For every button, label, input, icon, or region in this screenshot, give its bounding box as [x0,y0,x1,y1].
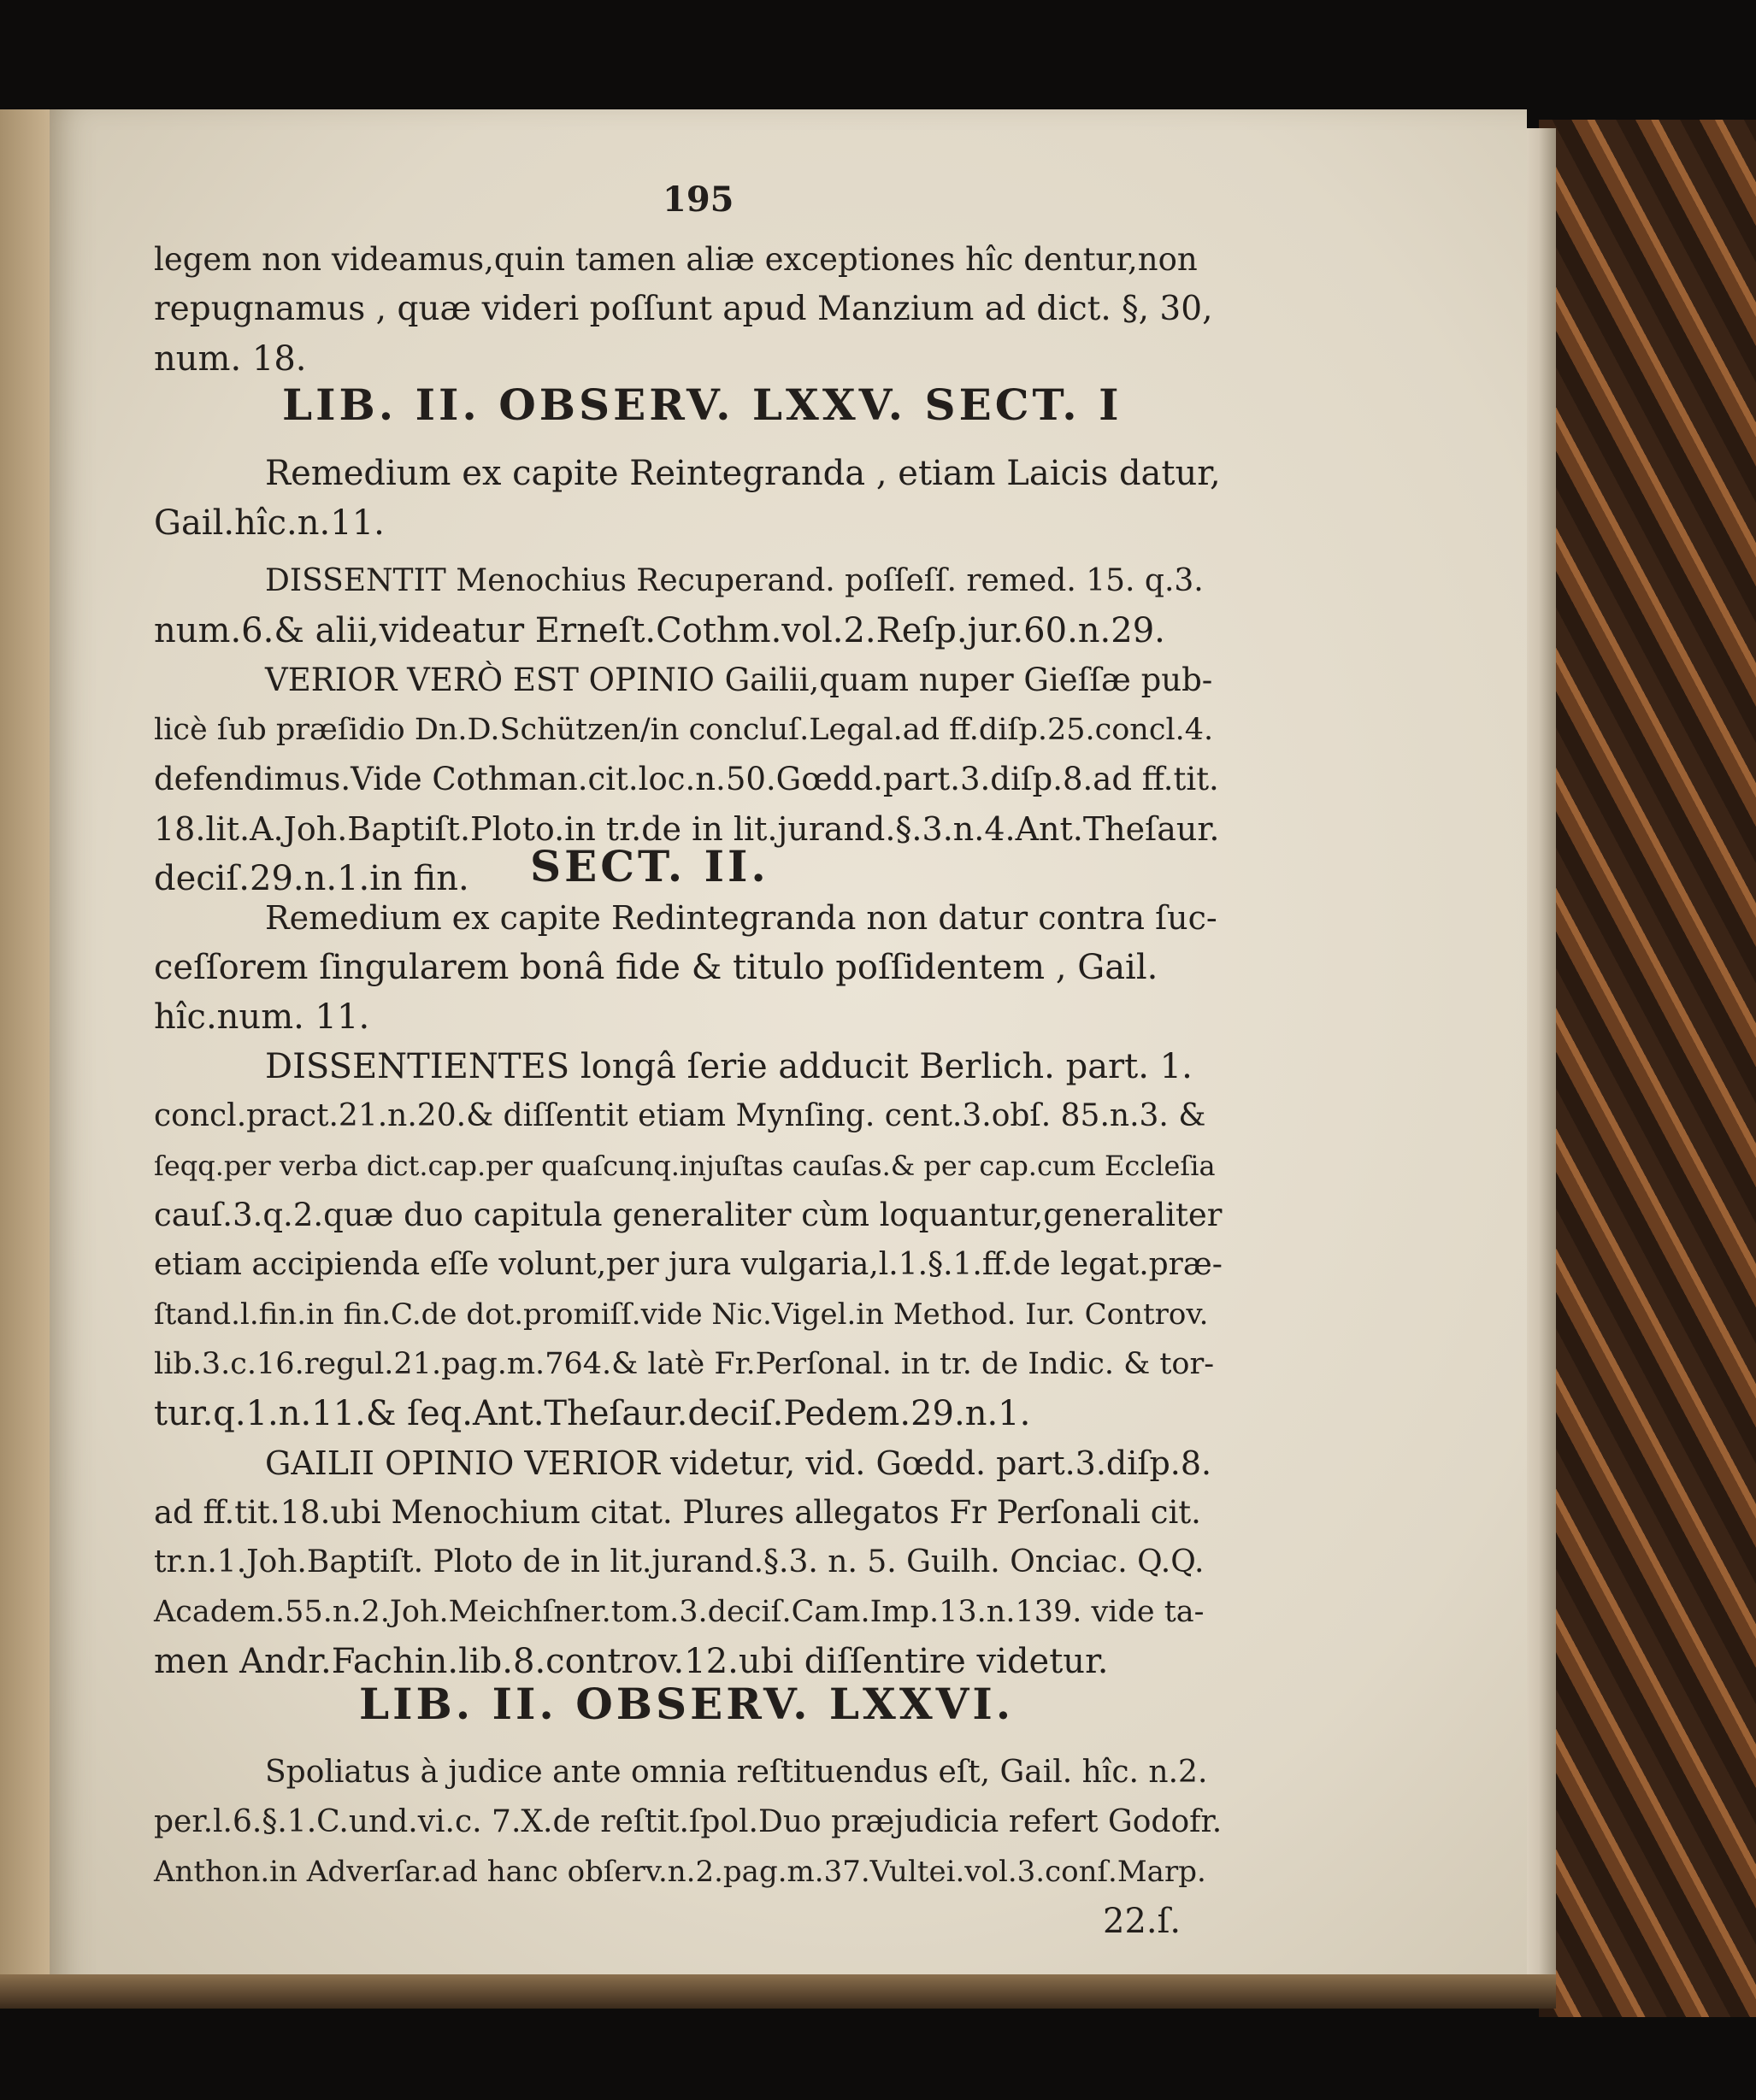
text-line: Gail.hîc.n.11. [154,503,385,543]
heading-section-2: SECT. II. [530,841,769,891]
text-line: ad ff.tit.18.ubi Menochium citat. Plures allegatos Fr Perſonali cit. [154,1494,1201,1531]
text-line: DISSENTIT Menochius Recuperand. poſſeſſ. remed. 15. q.3. [265,563,1204,598]
page-number: 195 [663,179,734,220]
text-line: ſtand.l.fin.in fin.C.de dot.promiſſ.vide Nic.Vigel.in Method. Iur. Controv. [154,1297,1209,1332]
text-line: etiam accipienda eſſe volunt,per jura vulgaria,l.1.§.1.ff.de legat.præ- [154,1247,1223,1282]
heading-observation-75: LIB. II. OBSERV. LXXV. SECT. I [282,379,1123,430]
text-line: hîc.num. 11. [154,997,370,1037]
text-line: cauſ.3.q.2.quæ duo capitula generaliter cùm loquantur,generaliter [154,1197,1223,1233]
text-line: num.6.& alii,videatur Erneſt.Cothm.vol.2.Reſp.jur.60.n.29. [154,611,1165,650]
text-line: ceſſorem ſingularem bonâ fide & titulo poſſidentem , Gail. [154,948,1158,987]
text-line: GAILII OPINIO VERIOR videtur, vid. Gœdd. part.3.diſp.8. [265,1444,1212,1482]
text-line: Remedium ex capite Reintegranda , etiam Laicis datur, [265,454,1221,493]
text-line: men Andr.Fachin.lib.8.controv.12.ubi diſſentire videtur. [154,1642,1109,1681]
text-line: per.l.6.§.1.C.und.vi.c. 7.X.de reſtit.ſpol.Duo præjudicia refert Godofr. [154,1804,1223,1839]
text-line: concl.pract.21.n.20.& diſſentit etiam Mynſing. cent.3.obſ. 85.n.3. & [154,1098,1206,1133]
text-line: deciſ.29.n.1.in fin. [154,859,469,898]
bottom-binding [0,1974,1556,2009]
text-line: Anthon.in Adverſar.ad hanc obſerv.n.2.pag.m.37.Vultei.vol.3.conſ.Marp. [154,1855,1206,1889]
text-line: num. 18. [154,339,307,379]
catchword: 22.ſ. [1103,1902,1181,1941]
text-line: VERIOR VERÒ EST OPINIO Gailii,quam nuper Gieſſæ pub- [265,662,1213,698]
text-line: 18.lit.A.Joh.Baptiſt.Ploto.in tr.de in lit.jurand.§.3.n.4.Ant.Theſaur. [154,810,1220,848]
marbled-cover [1539,120,1756,2017]
text-line: tr.n.1.Joh.Baptiſt. Ploto de in lit.jurand.§.3. n. 5. Guilh. Onciac. Q.Q. [154,1544,1205,1579]
text-line: tur.q.1.n.11.& ſeq.Ant.Theſaur.deciſ.Pedem.29.n.1. [154,1394,1031,1433]
text-line: repugnamus , quæ videri poſſunt apud Manzium ad dict. §, 30, [154,290,1213,328]
text-line: defendimus.Vide Cothman.cit.loc.n.50.Gœdd.part.3.diſp.8.ad ff.tit. [154,761,1219,797]
text-line: Spoliatus à judice ante omnia reſtituendus eſt, Gail. hîc. n.2. [265,1755,1208,1790]
text-line: legem non videamus,quin tamen aliæ exceptiones hîc dentur,non [154,241,1198,278]
text-line: lib.3.c.16.regul.21.pag.m.764.& latè Fr.Perſonal. in tr. de Indic. & tor- [154,1347,1215,1381]
text-line: Academ.55.n.2.Joh.Meichſner.tom.3.deciſ.Cam.Imp.13.n.139. vide ta- [154,1595,1205,1629]
text-line: ſeqq.per verba dict.cap.per quaſcunq.injuſtas cauſas.& per cap.cum Eccleſia [154,1150,1216,1182]
heading-observation-76: LIB. II. OBSERV. LXXVI. [359,1679,1015,1729]
text-line: Remedium ex capite Redintegranda non datur contra ſuc- [265,899,1217,937]
text-line: licè ſub præſidio Dn.D.Schützen/in concluſ.Legal.ad ff.diſp.25.concl.4. [154,713,1214,747]
text-line: DISSENTIENTES longâ ſerie adducit Berlich. part. 1. [265,1047,1193,1086]
